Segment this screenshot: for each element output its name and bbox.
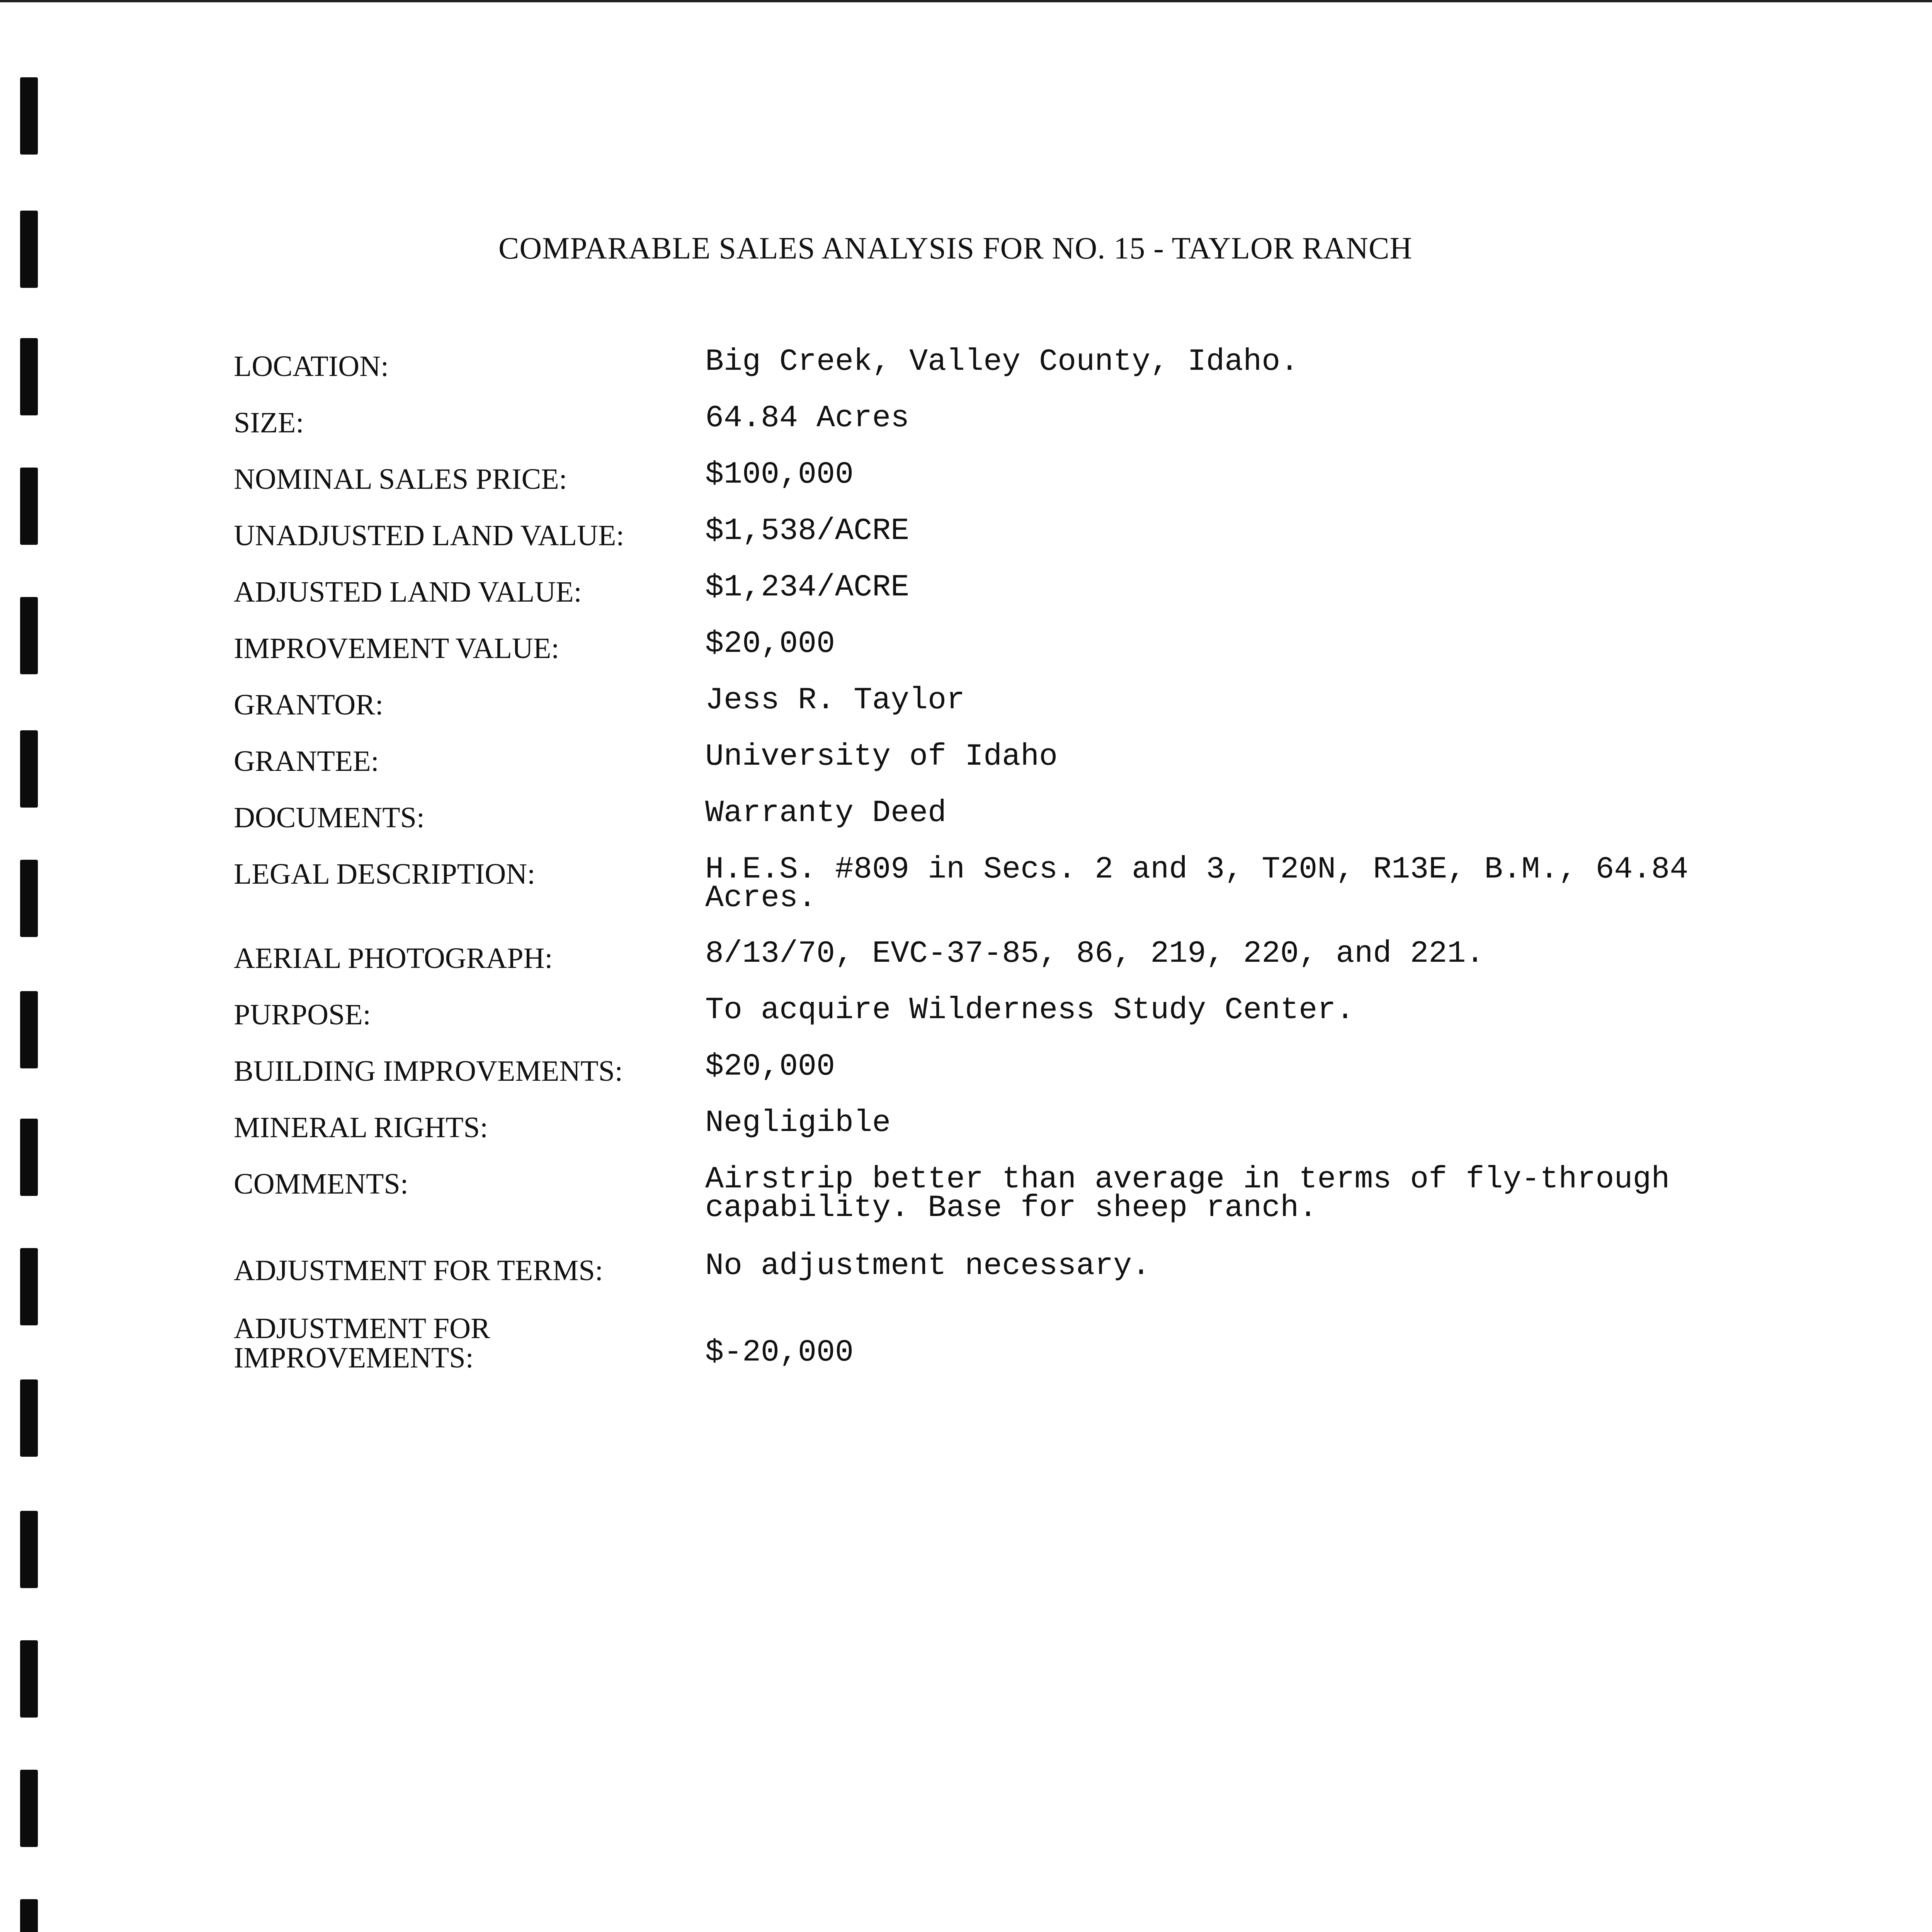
field-label: COMMENTS: bbox=[234, 1168, 408, 1200]
binding-hole bbox=[20, 991, 38, 1068]
binding-hole bbox=[20, 338, 38, 415]
binding-hole bbox=[20, 77, 38, 155]
field-value: Jess R. Taylor bbox=[705, 683, 965, 718]
field-value: H.E.S. #809 in Secs. 2 and 3, T20N, R13E, B.M., 64.84 Acres. bbox=[705, 852, 1689, 916]
field-value: Big Creek, Valley County, Idaho. bbox=[705, 344, 1299, 379]
field-label: GRANTOR: bbox=[234, 689, 384, 721]
field-value: $1,234/ACRE bbox=[705, 570, 910, 605]
field-value: To acquire Wilderness Study Center. bbox=[705, 993, 1355, 1028]
field-label: GRANTEE: bbox=[234, 745, 379, 777]
field-value: $20,000 bbox=[705, 1049, 835, 1084]
binding-hole bbox=[20, 597, 38, 674]
field-label: ADJUSTMENT FOR TERMS: bbox=[234, 1254, 603, 1287]
field-value: $-20,000 bbox=[705, 1335, 854, 1370]
field-value: No adjustment necessary. bbox=[705, 1248, 1151, 1284]
binding-hole bbox=[20, 1379, 38, 1457]
binding-hole bbox=[20, 1119, 38, 1196]
binding-hole bbox=[20, 211, 38, 288]
field-label: LEGAL DESCRIPTION: bbox=[234, 858, 536, 890]
field-value: University of Idaho bbox=[705, 739, 1058, 774]
field-value: $20,000 bbox=[705, 626, 835, 662]
binding-hole bbox=[20, 1640, 38, 1718]
field-label: UNADJUSTED LAND VALUE: bbox=[234, 519, 624, 552]
field-label: PURPOSE: bbox=[234, 998, 371, 1031]
field-value: $100,000 bbox=[705, 457, 854, 492]
binding-hole bbox=[20, 1511, 38, 1588]
field-label: DOCUMENTS: bbox=[234, 801, 425, 834]
field-value: 8/13/70, EVC-37-85, 86, 219, 220, and 221. bbox=[705, 936, 1485, 971]
field-value: Warranty Deed bbox=[705, 796, 947, 831]
binding-hole bbox=[20, 860, 38, 937]
binding-hole bbox=[20, 468, 38, 545]
field-label: BUILDING IMPROVEMENTS: bbox=[234, 1055, 623, 1087]
field-value: $1,538/ACRE bbox=[705, 514, 910, 549]
field-value: Negligible bbox=[705, 1105, 891, 1141]
field-label: NOMINAL SALES PRICE: bbox=[234, 463, 567, 495]
binding-hole bbox=[20, 1248, 38, 1325]
top-edge bbox=[0, 0, 1932, 2]
field-value: Airstrip better than average in terms of fly-through capability. Base for sheep ranch. bbox=[705, 1162, 1670, 1226]
page-title: COMPARABLE SALES ANALYSIS FOR NO. 15 - TAYLOR RANCH bbox=[498, 231, 1413, 265]
field-label: LOCATION: bbox=[234, 350, 389, 383]
binding-hole bbox=[20, 1770, 38, 1847]
field-label: ADJUSTED LAND VALUE: bbox=[234, 576, 582, 608]
field-label: ADJUSTMENT FOR IMPROVEMENTS: bbox=[234, 1312, 490, 1374]
field-label: MINERAL RIGHTS: bbox=[234, 1111, 488, 1144]
binding-hole bbox=[20, 1899, 38, 1932]
field-label: IMPROVEMENT VALUE: bbox=[234, 632, 560, 665]
field-label: SIZE: bbox=[234, 406, 304, 439]
field-label: AERIAL PHOTOGRAPH: bbox=[234, 942, 553, 975]
field-value: 64.84 Acres bbox=[705, 401, 910, 436]
binding-hole bbox=[20, 730, 38, 808]
